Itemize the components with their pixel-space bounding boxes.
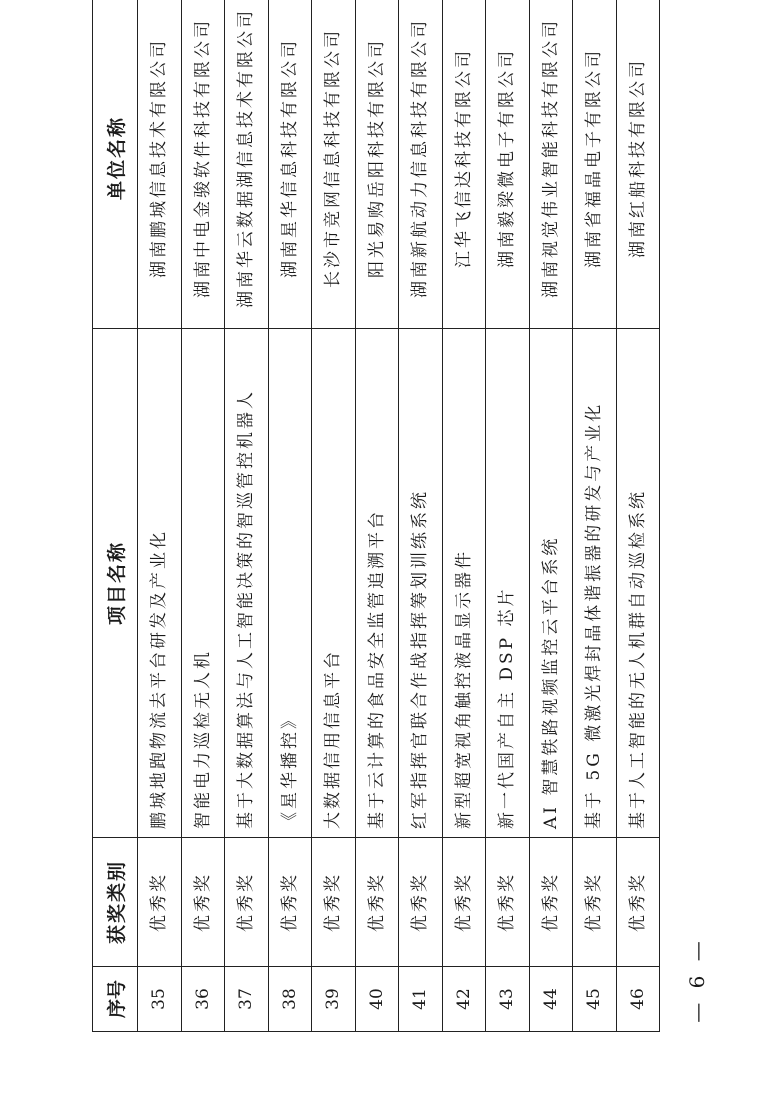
cell-project-name: 智能电力巡检无人机 [181, 329, 225, 838]
cell-project-name: AI 智慧铁路视频监控云平台系统 [529, 329, 573, 838]
table-row [181, 0, 225, 1032]
cell-no: 40 [355, 967, 399, 1032]
cell-no: 45 [573, 967, 617, 1032]
cell-award-type: 优秀奖 [442, 838, 486, 967]
cell-award-type: 优秀奖 [486, 838, 530, 967]
header-no: 序号 [93, 967, 138, 1032]
table-body [138, 0, 660, 1032]
cell-unit-name: 湖南红船科技有限公司 [616, 0, 660, 329]
cell-unit-name: 湖南华云数据湖信息技术有限公司 [225, 0, 269, 329]
table-row [399, 0, 443, 1032]
cell-unit-name: 湖南省福晶电子有限公司 [573, 0, 617, 329]
cell-award-type: 优秀奖 [312, 838, 356, 967]
cell-unit-name: 湖南星华信息科技有限公司 [268, 0, 312, 329]
cell-unit-name: 湖南视觉伟业智能科技有限公司 [529, 0, 573, 329]
cell-award-type: 优秀奖 [268, 838, 312, 967]
table-row [529, 0, 573, 1032]
table-row [312, 0, 356, 1032]
cell-award-type: 优秀奖 [181, 838, 225, 967]
cell-award-type: 优秀奖 [529, 838, 573, 967]
table-row [616, 0, 660, 1032]
rotated-table-container [92, 8, 660, 1032]
cell-unit-name: 湖南新航动力信息科技有限公司 [399, 0, 443, 329]
award-table-wrapper [92, 8, 660, 1032]
cell-award-type: 优秀奖 [355, 838, 399, 967]
page-number-text: — 6 — [685, 937, 709, 1023]
cell-no: 39 [312, 967, 356, 1032]
header-unit-name: 单位名称 [93, 0, 138, 329]
cell-project-name: 基于 5G 微激光焊封晶体谐振器的研发与产业化 [573, 329, 617, 838]
cell-project-name: 鹏城地跑物流去平台研发及产业化 [138, 329, 182, 838]
cell-no: 38 [268, 967, 312, 1032]
table-row [138, 0, 182, 1032]
cell-project-name: 基于人工智能的无人机群自动巡检系统 [616, 329, 660, 838]
cell-project-name: 新型超宽视角触控液晶显示器件 [442, 329, 486, 838]
cell-no: 35 [138, 967, 182, 1032]
header-award-type: 获奖类别 [93, 838, 138, 967]
cell-project-name: 新一代国产自主 DSP 芯片 [486, 329, 530, 838]
cell-unit-name: 长沙市竞网信息科技有限公司 [312, 0, 356, 329]
cell-award-type: 优秀奖 [138, 838, 182, 967]
page-number [677, 900, 717, 1060]
table-header-row [93, 0, 138, 1032]
table-row [573, 0, 617, 1032]
cell-no: 42 [442, 967, 486, 1032]
cell-no: 43 [486, 967, 530, 1032]
cell-project-name: 大数据信用信息平台 [312, 329, 356, 838]
table-row [225, 0, 269, 1032]
cell-no: 46 [616, 967, 660, 1032]
cell-project-name: 《星华播控》 [268, 329, 312, 838]
cell-project-name: 红军指挥官联合作战指挥筹划训练系统 [399, 329, 443, 838]
header-project-name: 项目名称 [93, 329, 138, 838]
cell-project-name: 基于云计算的食品安全监管追溯平台 [355, 329, 399, 838]
cell-unit-name: 湖南毅梁微电子有限公司 [486, 0, 530, 329]
cell-award-type: 优秀奖 [573, 838, 617, 967]
cell-unit-name: 阳光易购岳阳科技有限公司 [355, 0, 399, 329]
cell-award-type: 优秀奖 [399, 838, 443, 967]
cell-unit-name: 湖南鹏城信息技术有限公司 [138, 0, 182, 329]
cell-award-type: 优秀奖 [616, 838, 660, 967]
cell-unit-name: 湖南中电金骏软件科技有限公司 [181, 0, 225, 329]
table-row [486, 0, 530, 1032]
table-row [442, 0, 486, 1032]
cell-project-name: 基于大数据算法与人工智能决策的智巡管控机器人 [225, 329, 269, 838]
cell-no: 41 [399, 967, 443, 1032]
cell-no: 36 [181, 967, 225, 1032]
table-row [268, 0, 312, 1032]
cell-no: 44 [529, 967, 573, 1032]
cell-no: 37 [225, 967, 269, 1032]
cell-unit-name: 江华飞信达科技有限公司 [442, 0, 486, 329]
award-table [92, 0, 660, 1032]
table-row [355, 0, 399, 1032]
cell-award-type: 优秀奖 [225, 838, 269, 967]
